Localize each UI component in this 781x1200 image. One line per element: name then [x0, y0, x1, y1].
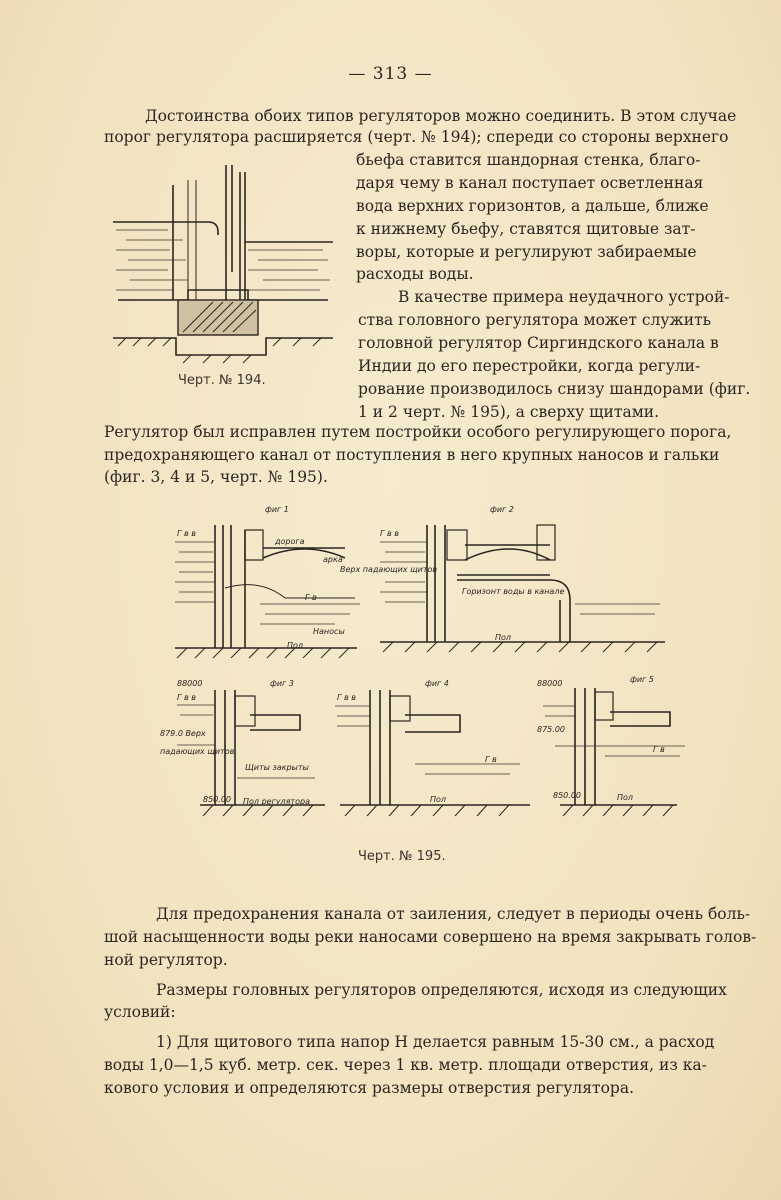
fig3-closed-label: Щиты закрыты — [245, 763, 309, 772]
fig2-horizon-label: Горизонт воды в канале — [462, 587, 565, 596]
fig1-label: фиг 1 — [265, 505, 289, 514]
para2-line-3: головной регулятор Сиргиндского канала в — [358, 334, 719, 352]
fig1-floor-label: Пол — [287, 641, 304, 650]
fig1-gvv-label: Г в в — [177, 529, 196, 538]
fig1-arch-label: арка — [323, 555, 343, 564]
para1-line-7: воры, которые и регулируют забираемые — [356, 243, 697, 261]
para5-line-1: 1) Для щитового типа напор H делается равным 15-30 см., а расход — [156, 1033, 715, 1051]
para2-line-4: Индии до его перестройки, когда регули- — [358, 357, 701, 375]
para1-line-4: даря чему в канал поступает осветленная — [356, 174, 704, 192]
para2-line-8: предохраняющего канал от поступления в него крупных наносов и гальки — [104, 446, 720, 464]
para4-line-1: Размеры головных регуляторов определяются, исходя из следующих — [156, 981, 727, 999]
fig5-elev-850: 850.00 — [553, 791, 581, 800]
fig5-elev-88000: 88000 — [537, 679, 563, 688]
fig4-gvv-label: Г в в — [337, 693, 356, 702]
para1-line-6: к нижнему бьефу, ставятся щитовые зат- — [356, 220, 696, 238]
para3-line-1: Для предохранения канала от заиления, следует в периоды очень боль- — [156, 905, 751, 923]
para3-line-2: шой насыщенности воды реки наносами совершено на время закрывать голов- — [104, 928, 757, 946]
fig4-floor-label: Пол — [430, 795, 447, 804]
para2-line-2: ства головного регулятора может служить — [358, 311, 712, 329]
para1-line-3: бьефа ставится шандорная стенка, благо- — [356, 151, 701, 169]
para1-line-1: Достоинства обоих типов регуляторов можно соединить. В этом случае — [145, 107, 737, 125]
para3-line-3: ной регулятор. — [104, 951, 228, 969]
fig4-gv-label: Г в — [485, 755, 497, 764]
para5-line-2: воды 1,0—1,5 куб. метр. сек. через 1 кв. метр. площади отверстия, из ка- — [104, 1056, 707, 1074]
fig3-gates-label: падающих щитов — [160, 747, 235, 756]
page-number: — 313 — — [348, 64, 433, 84]
fig3-floor-label: Пол регулятора — [243, 797, 310, 806]
fig3-elev-88000: 88000 — [177, 679, 203, 688]
para2-line-5: рование производилось снизу шандорами (фиг. — [358, 380, 751, 398]
fig5-label: фиг 5 — [630, 675, 654, 684]
fig3-elev-879: 879.0 Верх — [160, 729, 206, 738]
fig2-gates-label: Верх падающих щитов — [340, 565, 438, 574]
para2-line-7: Регулятор был исправлен путем постройки особого регулирующего порога, — [104, 423, 732, 441]
para1-line-5: вода верхних горизонтов, а дальше, ближе — [356, 197, 709, 215]
para4-line-2: условий: — [104, 1003, 176, 1021]
para2-line-6: 1 и 2 черт. № 195), а сверху щитами. — [358, 403, 660, 421]
fig4-label: фиг 4 — [425, 679, 449, 688]
fig2-floor-label: Пол — [495, 633, 512, 642]
para1-line-8: расходы воды. — [356, 265, 474, 283]
fig5-gv-label: Г в — [653, 745, 665, 754]
figure-195-caption: Черт. № 195. — [358, 849, 446, 864]
fig3-gvv-label: Г в в — [177, 693, 196, 702]
fig5-floor-label: Пол — [617, 793, 634, 802]
fig1-gv-label: Г в — [305, 593, 317, 602]
para2-line-1: В качестве примера неудачного устрой- — [398, 288, 730, 306]
fig2-label: фиг 2 — [490, 505, 514, 514]
para1-line-2: порог регулятора расширяется (черт. № 194); спереди со стороны верхнего — [104, 128, 729, 146]
fig5-elev-875: 875.00 — [537, 725, 565, 734]
fig1-sediment-label: Наносы — [313, 627, 345, 636]
fig3-elev-850: 850.00 — [203, 795, 231, 804]
fig3-label: фиг 3 — [270, 679, 294, 688]
figure-195-drawing — [160, 500, 695, 840]
para2-line-9: (фиг. 3, 4 и 5, черт. № 195). — [104, 468, 328, 486]
fig2-gvv-label: Г в в — [380, 529, 399, 538]
para5-line-3: кового условия и определяются размеры отверстия регулятора. — [104, 1079, 635, 1097]
figure-194-caption: Черт. № 194. — [178, 373, 266, 388]
fig1-road-label: дорога — [275, 537, 305, 546]
figure-194-drawing — [108, 160, 338, 380]
